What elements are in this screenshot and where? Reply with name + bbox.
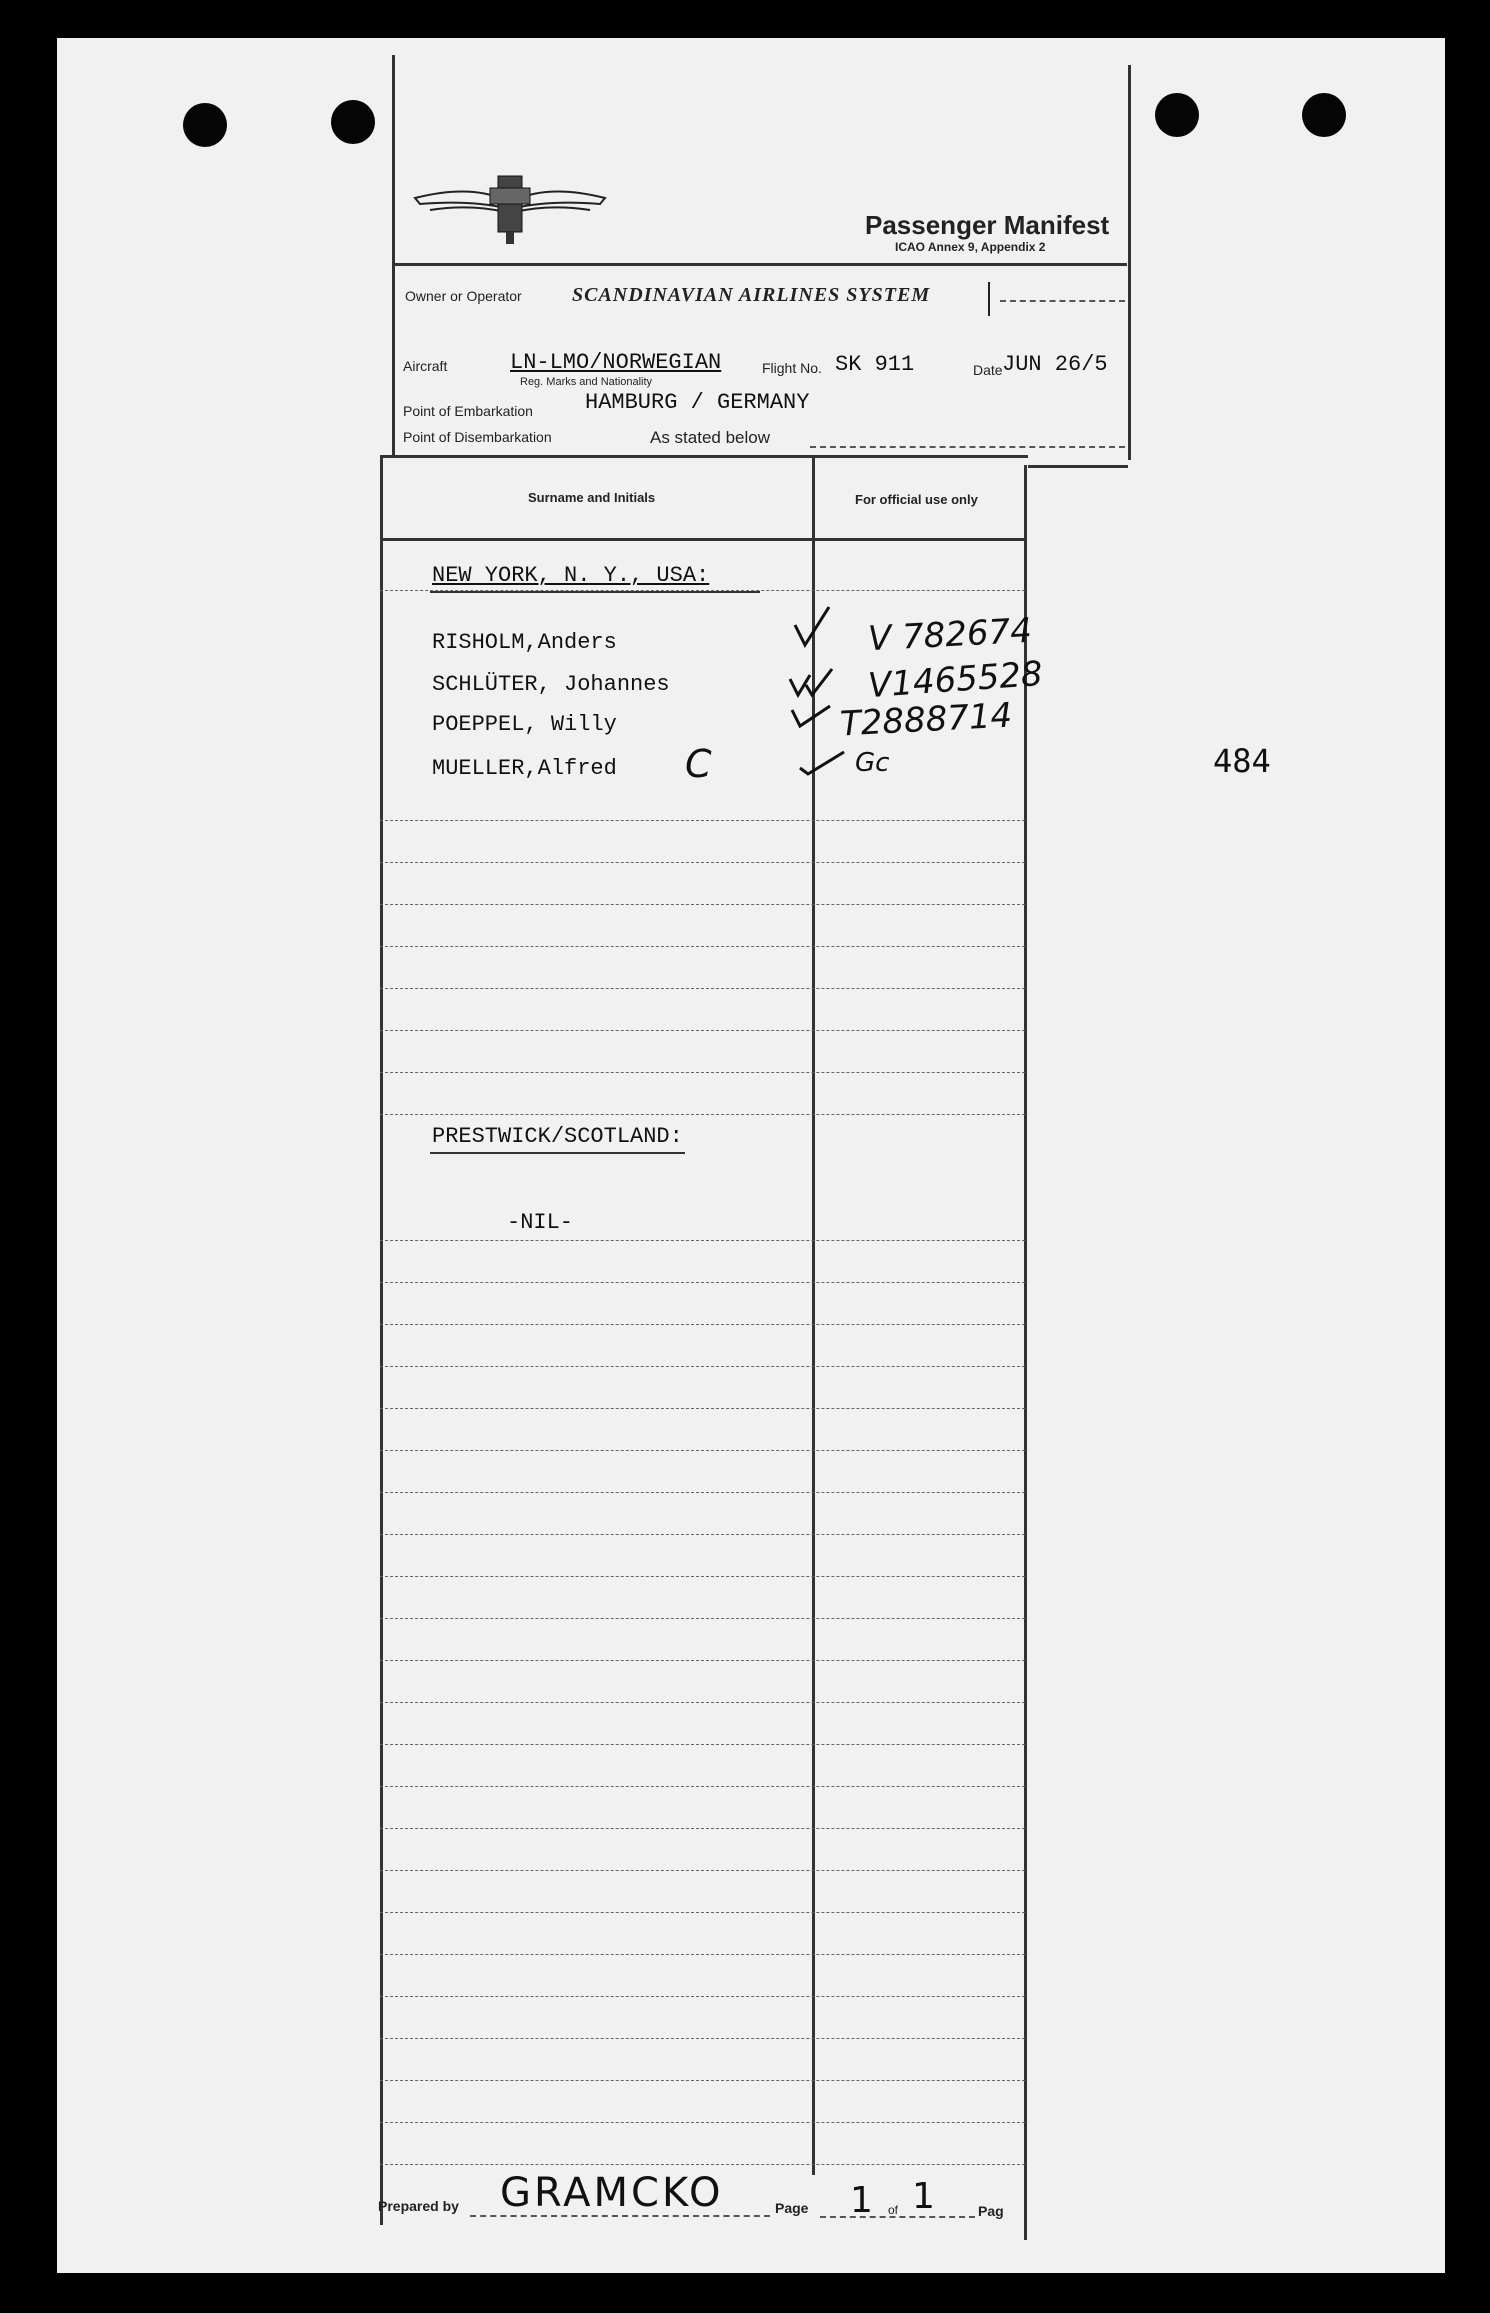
check-icon <box>798 748 848 778</box>
date-label: Date <box>973 362 1003 378</box>
flight-value: SK 911 <box>835 352 915 377</box>
embarkation-value: HAMBURG / GERMANY <box>585 390 810 415</box>
aircraft-sublabel: Reg. Marks and Nationality <box>520 376 653 388</box>
page-count: 1 <box>912 2176 935 2217</box>
manifest-subtitle: ICAO Annex 9, Appendix 2 <box>895 240 1046 254</box>
prepared-by-signature: GRAMCKO <box>500 2170 724 2216</box>
of-label: of <box>888 2203 899 2217</box>
check-icon <box>790 700 835 730</box>
table-row-line <box>380 2122 1025 2123</box>
surname-column-header: Surname and Initials <box>528 490 656 505</box>
passenger-name: RISHOLM,Anders <box>432 630 617 655</box>
official-number: V 782674 <box>867 610 1033 660</box>
page-number: 1 <box>850 2180 873 2221</box>
table-row-line <box>380 1702 1025 1703</box>
manifest-title: Passenger Manifest <box>865 210 1110 240</box>
punch-hole <box>183 103 227 147</box>
table-row-line <box>380 1492 1025 1493</box>
table-row-line <box>380 1114 1025 1115</box>
disembark-line <box>810 446 1125 448</box>
passenger-name: MUELLER,Alfred <box>432 756 617 781</box>
page-label: Page <box>775 2200 809 2216</box>
table-row-line <box>380 1534 1025 1535</box>
table-row-line <box>380 2164 1025 2165</box>
punch-hole <box>331 100 375 144</box>
check-icon <box>788 665 848 700</box>
table-row-line <box>380 1240 1025 1241</box>
form-left-border <box>392 55 395 455</box>
page-line <box>820 2216 975 2218</box>
table-row-line <box>380 2080 1025 2081</box>
form-right-border <box>1128 65 1131 460</box>
prepared-by-label: Prepared by <box>378 2198 459 2214</box>
official-number: V1465528 <box>866 653 1044 707</box>
passenger-name: SCHLÜTER, Johannes <box>432 672 670 697</box>
destination-heading: NEW YORK, N. Y., USA: <box>432 563 710 588</box>
table-row-line <box>380 1576 1025 1577</box>
disembarkation-value: As stated below <box>650 428 771 447</box>
punch-hole <box>1302 93 1346 137</box>
check-icon <box>793 605 833 650</box>
header-divider <box>392 263 1127 266</box>
disembarkation-label: Point of Disembarkation <box>403 429 552 445</box>
table-top-border <box>1028 465 1128 468</box>
passenger-mark: C <box>685 742 712 786</box>
table-top-border <box>380 455 1028 458</box>
table-row-line <box>380 1366 1025 1367</box>
table-row-line <box>380 1282 1025 1283</box>
pages-label: Pag <box>978 2203 1004 2219</box>
table-row-line <box>380 904 1025 905</box>
embarkation-label: Point of Embarkation <box>403 403 533 419</box>
table-row-line <box>380 1786 1025 1787</box>
table-row-line <box>380 1618 1025 1619</box>
table-row-line <box>380 1030 1025 1031</box>
table-row-line <box>380 1996 1025 1997</box>
table-right-border <box>1024 465 1027 2240</box>
aircraft-label: Aircraft <box>403 358 448 374</box>
table-row-line <box>380 1408 1025 1409</box>
table-row-line <box>380 1324 1025 1325</box>
table-row-line <box>380 1870 1025 1871</box>
table-row-line <box>380 1744 1025 1745</box>
table-row-line <box>380 946 1025 947</box>
table-row-line <box>380 2038 1025 2039</box>
table-row-line <box>380 1828 1025 1829</box>
table-header-divider <box>380 538 1025 541</box>
table-row-line <box>380 1954 1025 1955</box>
owner-value: SCANDINAVIAN AIRLINES SYSTEM <box>572 284 931 306</box>
destination-heading: PRESTWICK/SCOTLAND: <box>432 1124 683 1149</box>
form-left-border <box>380 455 383 2225</box>
official-column-header: For official use only <box>855 492 978 507</box>
punch-hole <box>1155 93 1199 137</box>
table-row-line <box>380 1660 1025 1661</box>
table-row-line <box>380 1450 1025 1451</box>
table-row-line <box>380 1912 1025 1913</box>
table-row-line <box>380 1072 1025 1073</box>
owner-separator <box>988 282 990 316</box>
official-number: T2888714 <box>839 695 1014 745</box>
date-value: JUN 26/5 <box>1002 352 1108 377</box>
table-row-line <box>380 820 1025 821</box>
passenger-name: POEPPEL, Willy <box>432 712 617 737</box>
heading-underline <box>430 591 760 593</box>
flight-label: Flight No. <box>762 360 822 376</box>
heading-underline <box>430 1152 685 1154</box>
nil-entry: -NIL- <box>507 1210 574 1235</box>
winged-logo-icon <box>410 170 610 250</box>
table-row-line <box>380 862 1025 863</box>
table-row-line <box>380 988 1025 989</box>
owner-line <box>1000 300 1125 302</box>
manifest-sheet <box>57 38 1445 2273</box>
aircraft-value: LN-LMO/NORWEGIAN <box>510 350 722 375</box>
official-number: Gc <box>855 748 890 778</box>
margin-number: 484 <box>1213 742 1271 780</box>
owner-label: Owner or Operator <box>405 288 522 304</box>
